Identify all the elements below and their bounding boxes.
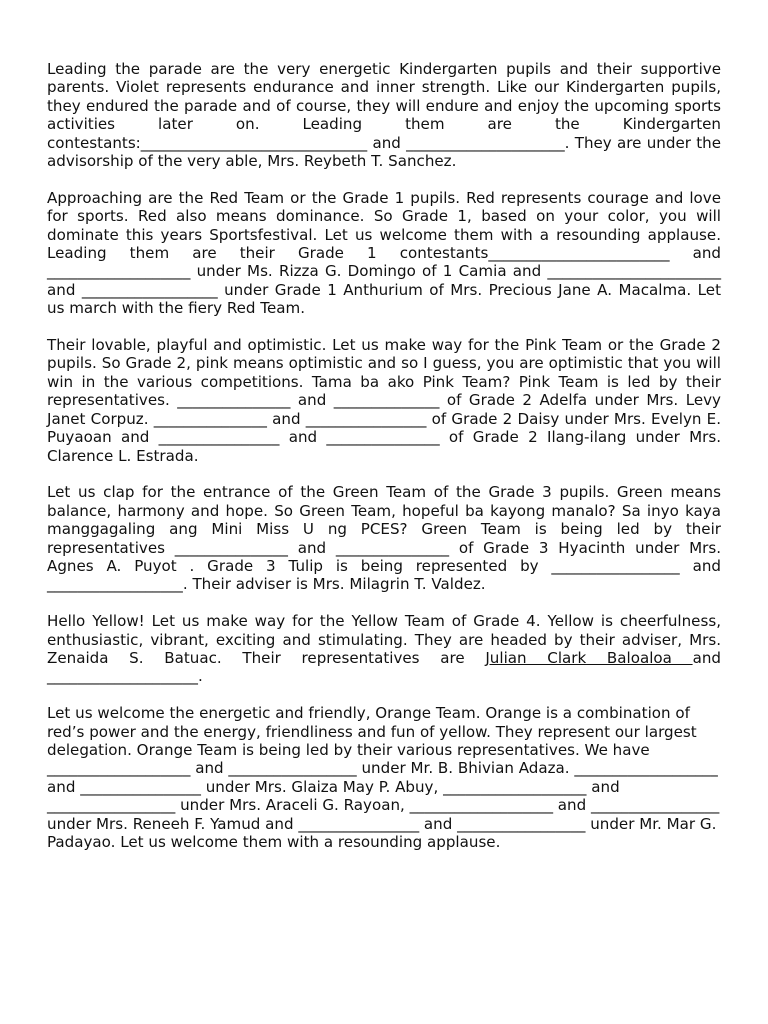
paragraph-kindergarten (47, 60, 721, 170)
paragraph-green-team (47, 483, 721, 593)
paragraph-text: Let us clap for the entrance of the Green Team of the Grade 3 pupils. Green means balance, harmony and hope. So Green Team, hopeful ba kayong manalo? Sa inyo kaya manggagaling ang Mini Miss U ng PCES? Green Team is being led by their representatives _______________ and _______________ of Grade 3 Hyacinth under Mrs. Agnes A. Puyot . Grade 3 Tulip is being represented by _________________ and __________________. Their adviser is Mrs. Milagrin T. Valdez. (47, 483, 721, 594)
paragraph-orange-team (47, 704, 721, 851)
paragraph-text: Hello Yellow! Let us make way for the Yellow Team of Grade 4. Yellow is cheerfulness, enthusiastic, vibrant, exciting and stimulating. They are headed by their adviser, Mrs. Zenaida S. Batuac. Their representatives are (47, 612, 721, 667)
document-page (47, 60, 721, 870)
paragraph-text: and ____________________. (47, 648, 721, 686)
paragraph-text: Leading the parade are the very energetic Kindergarten pupils and their supportive parents. Violet represents endurance and inner strength. Like our Kindergarten pupils, they endured the parade and of course, they will endure and enjoy the upcoming sports activities later on. Leading them are the Kindergarten contestants:______________________________ and _____________________. They are under the advisorship of the very able, Mrs. Reybeth T. Sanchez. (47, 60, 721, 171)
paragraph-text: Approaching are the Red Team or the Grade 1 pupils. Red represents courage and love for sports. Red also means dominance. So Grade 1, based on your color, you will dominate this years Sportsfestival. Let us welcome them with a resounding applause. Leading them are their Grade 1 contestants________________________ and ___________________ under Ms. Rizza G. Domingo of 1 Camia and _______________________ and __________________ under Grade 1 Anthurium of Mrs. Precious Jane A. Macalma. Let us march with the fiery Red Team. (47, 188, 721, 318)
paragraph-red-team (47, 189, 721, 318)
paragraph-text: Their lovable, playful and optimistic. Let us make way for the Pink Team or the Grade 2 pupils. So Grade 2, pink means optimistic and so I guess, you are optimistic that you will win in the various competitions. Tama ba ako Pink Team? Pink Team is led by their representatives. _______________ and ______________ of Grade 2 Adelfa under Mrs. Levy Janet Corpuz. _______________ and ________________ of Grade 2 Daisy under Mrs. Evelyn E. Puyaoan and ________________ and _______________ of Grade 2 Ilang-ilang under Mrs. Clarence L. Estrada. (47, 336, 721, 465)
paragraph-text: Let us welcome the energetic and friendly, Orange Team. Orange is a combination of red’s power and the energy, friendliness and fun of yellow. They represent our largest delegation. Orange Team is being led by their various representatives. We have ___________________ and _________________ under Mr. B. Bhivian Adaza. ___________________ and ________________ under Mrs. Glaiza May P. Abuy, ___________________ and _________________ under Mrs. Araceli G. Rayoan, ___________________ and _________________ under Mrs. Reneeh F. Yamud and ________________ and _________________ under Mr. Mar G. Padayao. Let us welcome them with a resounding applause. (47, 704, 720, 851)
paragraph-pink-team (47, 336, 721, 465)
paragraph-yellow-team (47, 612, 721, 686)
underlined-name: Julian Clark Baloaloa (485, 648, 693, 667)
